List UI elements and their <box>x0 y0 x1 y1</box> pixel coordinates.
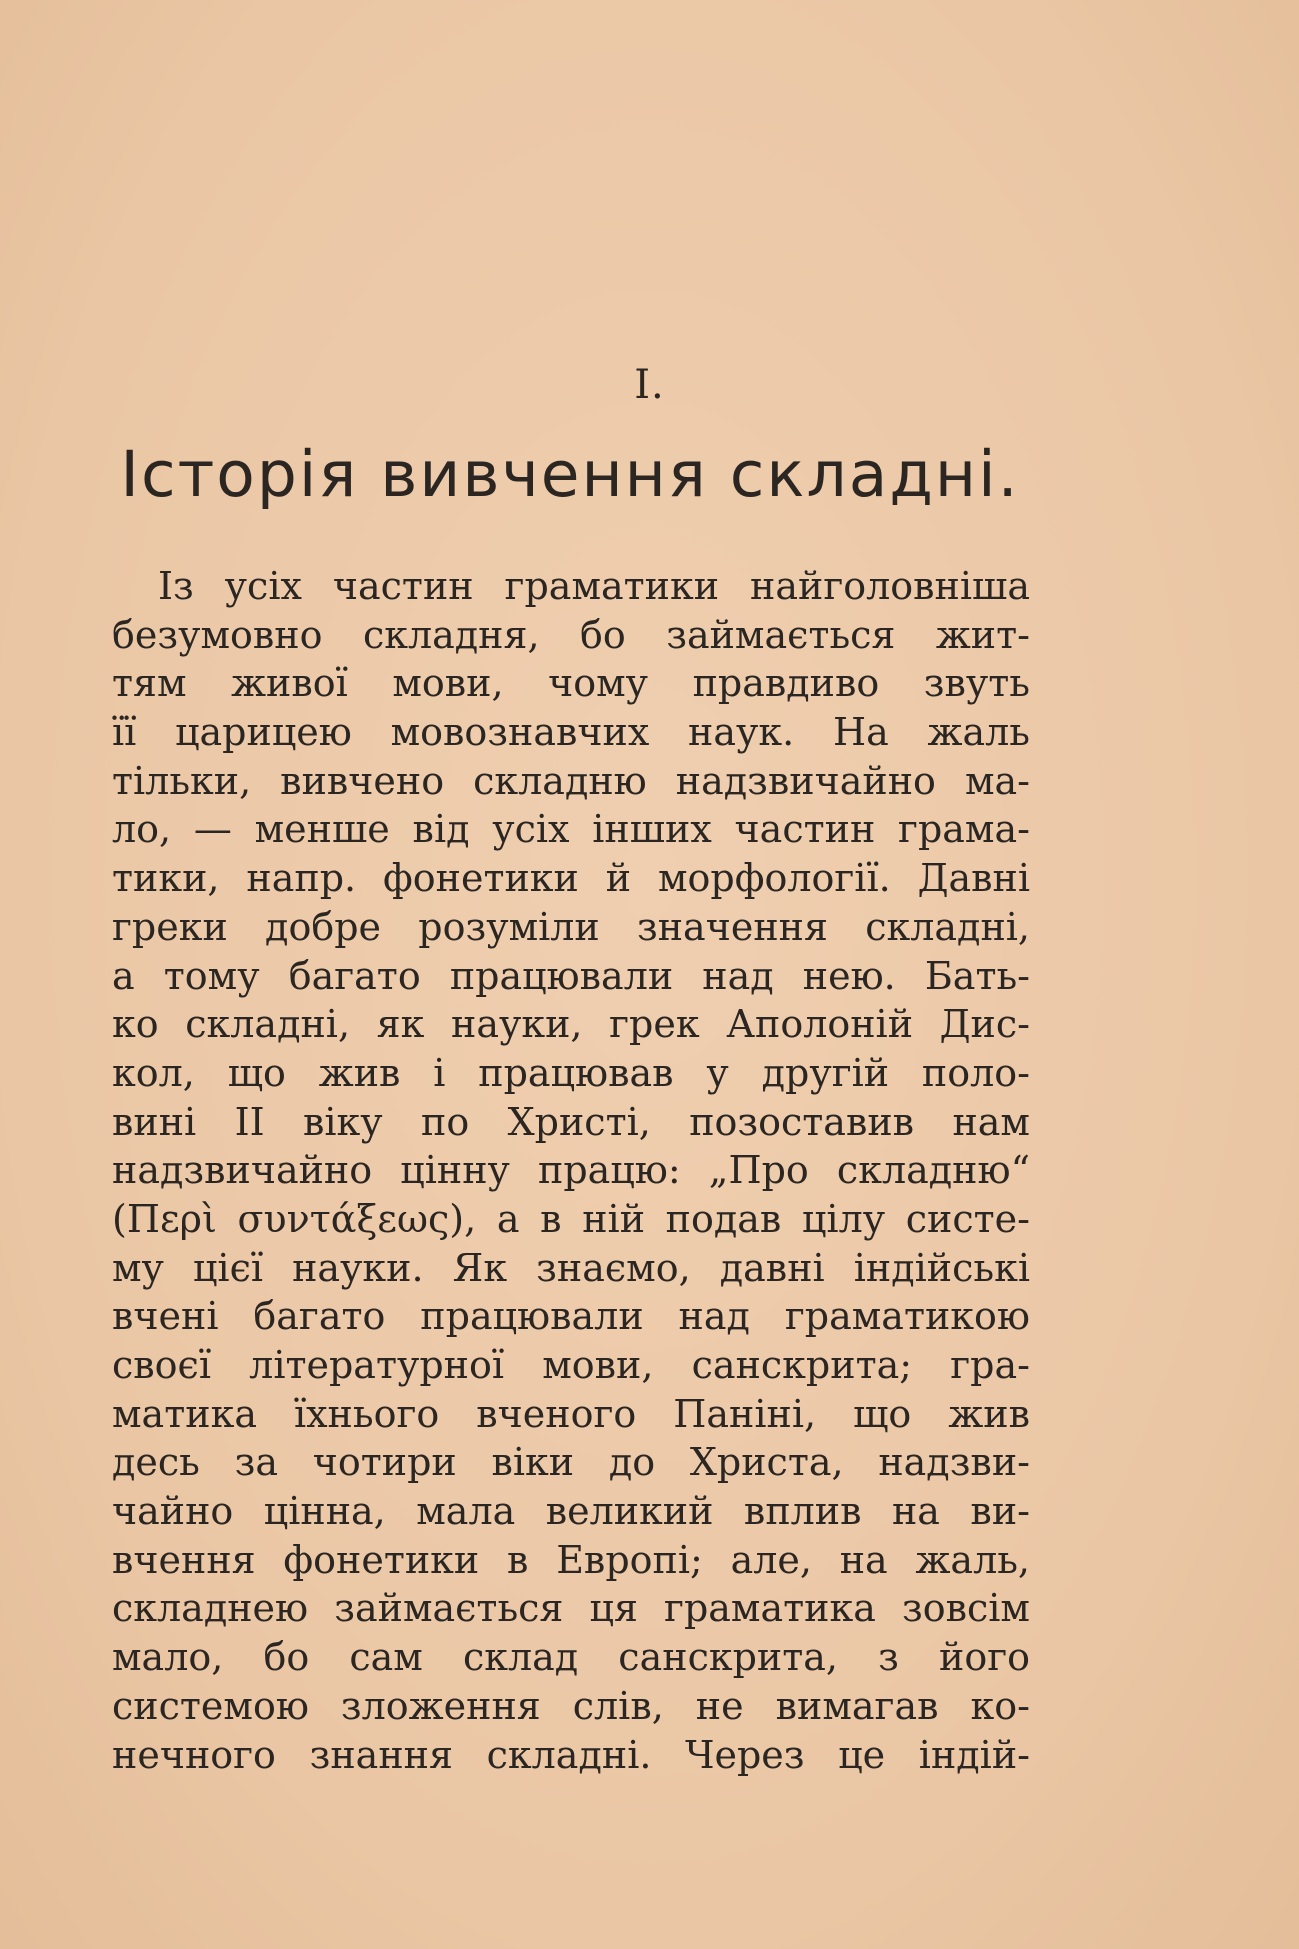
text-line: (Περὶ συντάξεως), а в ній подав цілу систе- <box>112 1196 1030 1241</box>
text-line: греки добре розуміли значення складні, <box>112 904 1030 949</box>
text-line: чайно цінна, мала великий вплив на ви- <box>112 1489 1030 1534</box>
text-line: тільки, вивчено складню надзвичайно ма- <box>112 758 1030 803</box>
chapter-number: I. <box>634 362 665 408</box>
text-line: вчені багато працювали над граматикою <box>112 1294 1030 1339</box>
text-line: тям живої мови, чому правдиво звуть <box>112 661 1030 706</box>
text-line: надзвичайно цінну працю: „Про складню“ <box>112 1148 1030 1193</box>
text-line: десь за чотири віки до Христа, надзви- <box>112 1440 1030 1485</box>
text-line: складнею займається ця граматика зовсім <box>112 1586 1030 1631</box>
text-line: вині II віку по Христі, позоставив нам <box>112 1099 1030 1144</box>
text-line: му цієї науки. Як знаємо, давні індійські <box>112 1245 1030 1290</box>
text-line: ко складні, як науки, грек Аполоній Дис- <box>112 1002 1030 1047</box>
text-line: нечного знання складні. Через це індій- <box>112 1732 1030 1777</box>
text-line: Із усіх частин граматики найголовніша <box>158 564 1030 608</box>
text-line: мало, бо сам склад санскрита, з його <box>112 1635 1030 1680</box>
text-line: безумовно складня, бо займається жит- <box>112 612 1030 657</box>
text-line: своєї літературної мови, санскрита; гра- <box>112 1343 1030 1387</box>
text-line: матика їхнього вченого Паніні, що жив <box>112 1391 1030 1436</box>
text-line: тики, напр. фонетики й морфології. Давні <box>112 856 1030 901</box>
text-line: а тому багато працювали над нею. Бать- <box>112 953 1030 998</box>
text-line: вчення фонетики в Европі; але, на жаль, <box>112 1537 1030 1582</box>
text-line: ло, — менше від усіх інших частин грама- <box>112 807 1030 852</box>
text-line: її царицею мовознавчих наук. На жаль <box>112 710 1030 755</box>
chapter-title: Історія вивчення складні. <box>120 438 1020 511</box>
text-line: системою зложення слів, не вимагав ко- <box>112 1683 1030 1728</box>
text-line: кол, що жив і працював у другій поло- <box>112 1050 1030 1095</box>
body-paragraph <box>112 562 1030 1779</box>
